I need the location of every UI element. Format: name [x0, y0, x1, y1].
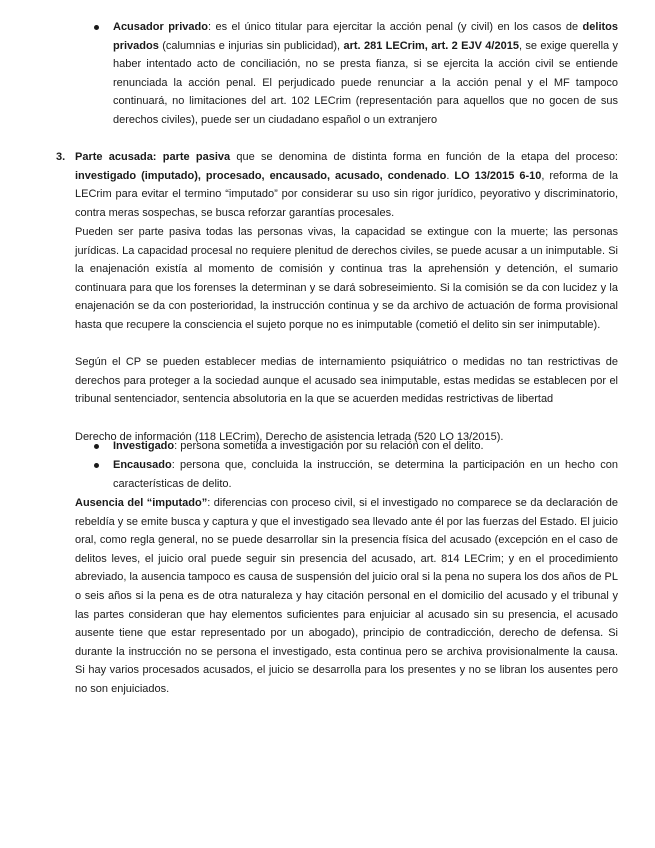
ausencia-term: Ausencia del “imputado”: [75, 497, 208, 509]
bullet-marker: [94, 444, 99, 449]
parte-acusada-paragraph: [75, 148, 618, 222]
acusador-privado-text-3: , se exige querella y haber intentado acto de conciliación, no se presta fianza, si se ejercita la acción civil se entiende renunciada la acción penal. El perjudicado puede renunciar a la acción penal y el MF tampoco continuará, no limitaciones del art. 102 LECrim (representación para aquellos que no gocen de sus derechos civiles), puede ser un ciudadano español o un extranjero: [113, 39, 618, 126]
derecho-informacion-paragraph: Derecho de información (118 LECrim), Derecho de asistencia letrada (520 LO 13/2015).: [75, 431, 504, 443]
ausencia-text: : diferencias con proceso civil, si el investigado no comparece se da declaración de rebeldía y se emite busca y captura y que el investigado sea llevado ante él por las fuerzas del Estado. El juicio oral, como regla general, no se puede desarrollar sin la presencia física del acusado (excepción en el caso de delitos leves, el juicio oral puede seguir sin presencia del acusado, art. 814 LECrim; y en el procedimiento abreviado, la ausencia tampoco es causa de suspensión del juicio oral si la pena no supera los dos años de PL o seis años si la pena es de otra naturaleza y hay citación personal en el domicilio del acusado y el tribunal y las partes consideran que hay elementos suficientes para enjuiciar al acusado sin su presencia, el acusado ausente tiene que estar representado por un abogado), principio de contradicción, derecho de defensa. Si durante la instrucción no se persona el investigado, esta continua pero se archiva provisionalmente la causa. Si hay varios procesados acusados, el juicio se desarrolla para los presentes y no se libran los ausentes pero no son enjuiciados.: [75, 497, 618, 695]
encausado-term: Encausado: [113, 459, 172, 471]
list-number: 3.: [56, 151, 66, 163]
acusador-privado-term: Acusador privado: [113, 21, 208, 33]
parte-acusada-terms-bold: investigado (imputado), procesado, encausado, acusado, condenado: [75, 169, 447, 182]
acusador-privado-paragraph: [113, 18, 618, 130]
parte-acusada-text-2: .: [446, 169, 455, 182]
acusador-privado-text-1: : es el único titular para ejercitar la acción penal (y civil) en los casos de: [207, 21, 583, 33]
investigado-term: Investigado: [113, 440, 175, 452]
investigado-paragraph: [113, 437, 618, 456]
parte-acusada-text-1: que se denomina de distinta forma en función de la etapa del proceso:: [230, 151, 618, 163]
ausencia-paragraph: [75, 494, 618, 699]
delitos-privados-bold: delitos privados: [113, 21, 618, 52]
parte-acusada-heading: Parte acusada: parte pasiva: [75, 151, 231, 163]
bullet-marker: [94, 463, 99, 468]
acusador-privado-text-2: (calumnias e injurias sin publicidad),: [158, 39, 344, 52]
lo-13-2015-bold: LO 13/2015 6-10: [454, 169, 542, 182]
art-281-bold: art. 281 LECrim, art. 2 EJV 4/2015: [343, 39, 519, 52]
parte-pasiva-paragraph: Pueden ser parte pasiva todas las personas vivas, la capacidad se extingue con la muerte; las personas jurídicas. La capacidad procesal no requiere plenitud de derechos civiles, se puede acusar a un inimputable. Si la enajenación existía al momento de comisión y continua tras la aprehensión y detención, el sumario continuara para que los forenses la determinan y se dará sobreseimiento. Si la comisión se da con lucidez y la enajenación se da con posterioridad, la instrucción continua y se da archivo de actuación de forma provisional hasta que recupere la consciencia el sujeto porque no es inimputable (cometió el delito sin ser inimputable).: [75, 226, 618, 331]
bullet-marker: [94, 25, 99, 30]
parte-acusada-text-3: , reforma de la LECrim para evitar el termino “imputado” por considerar su uso sin rigor jurídico, peyorativo y discriminatorio, contra meras sospechas, se busca reforzar garantías procesales.: [75, 169, 619, 219]
encausado-text: : persona que, concluida la instrucción, se determina la participación en un hecho con características de delito.: [113, 459, 618, 490]
cp-medidas-paragraph: Según el CP se pueden establecer medias de internamiento psiquiátrico o medidas no tan restrictivas de derechos para proteger a la sociedad aunque el acusado sea inimputable, estas medidas se establecen por el tribunal sentenciador, sentencia absolutoria en la que se acuerden medidas restrictivas de libertad: [75, 356, 618, 406]
investigado-text: : persona sometida a investigación por su relación con el delito.: [174, 440, 484, 452]
encausado-paragraph: [113, 456, 618, 493]
